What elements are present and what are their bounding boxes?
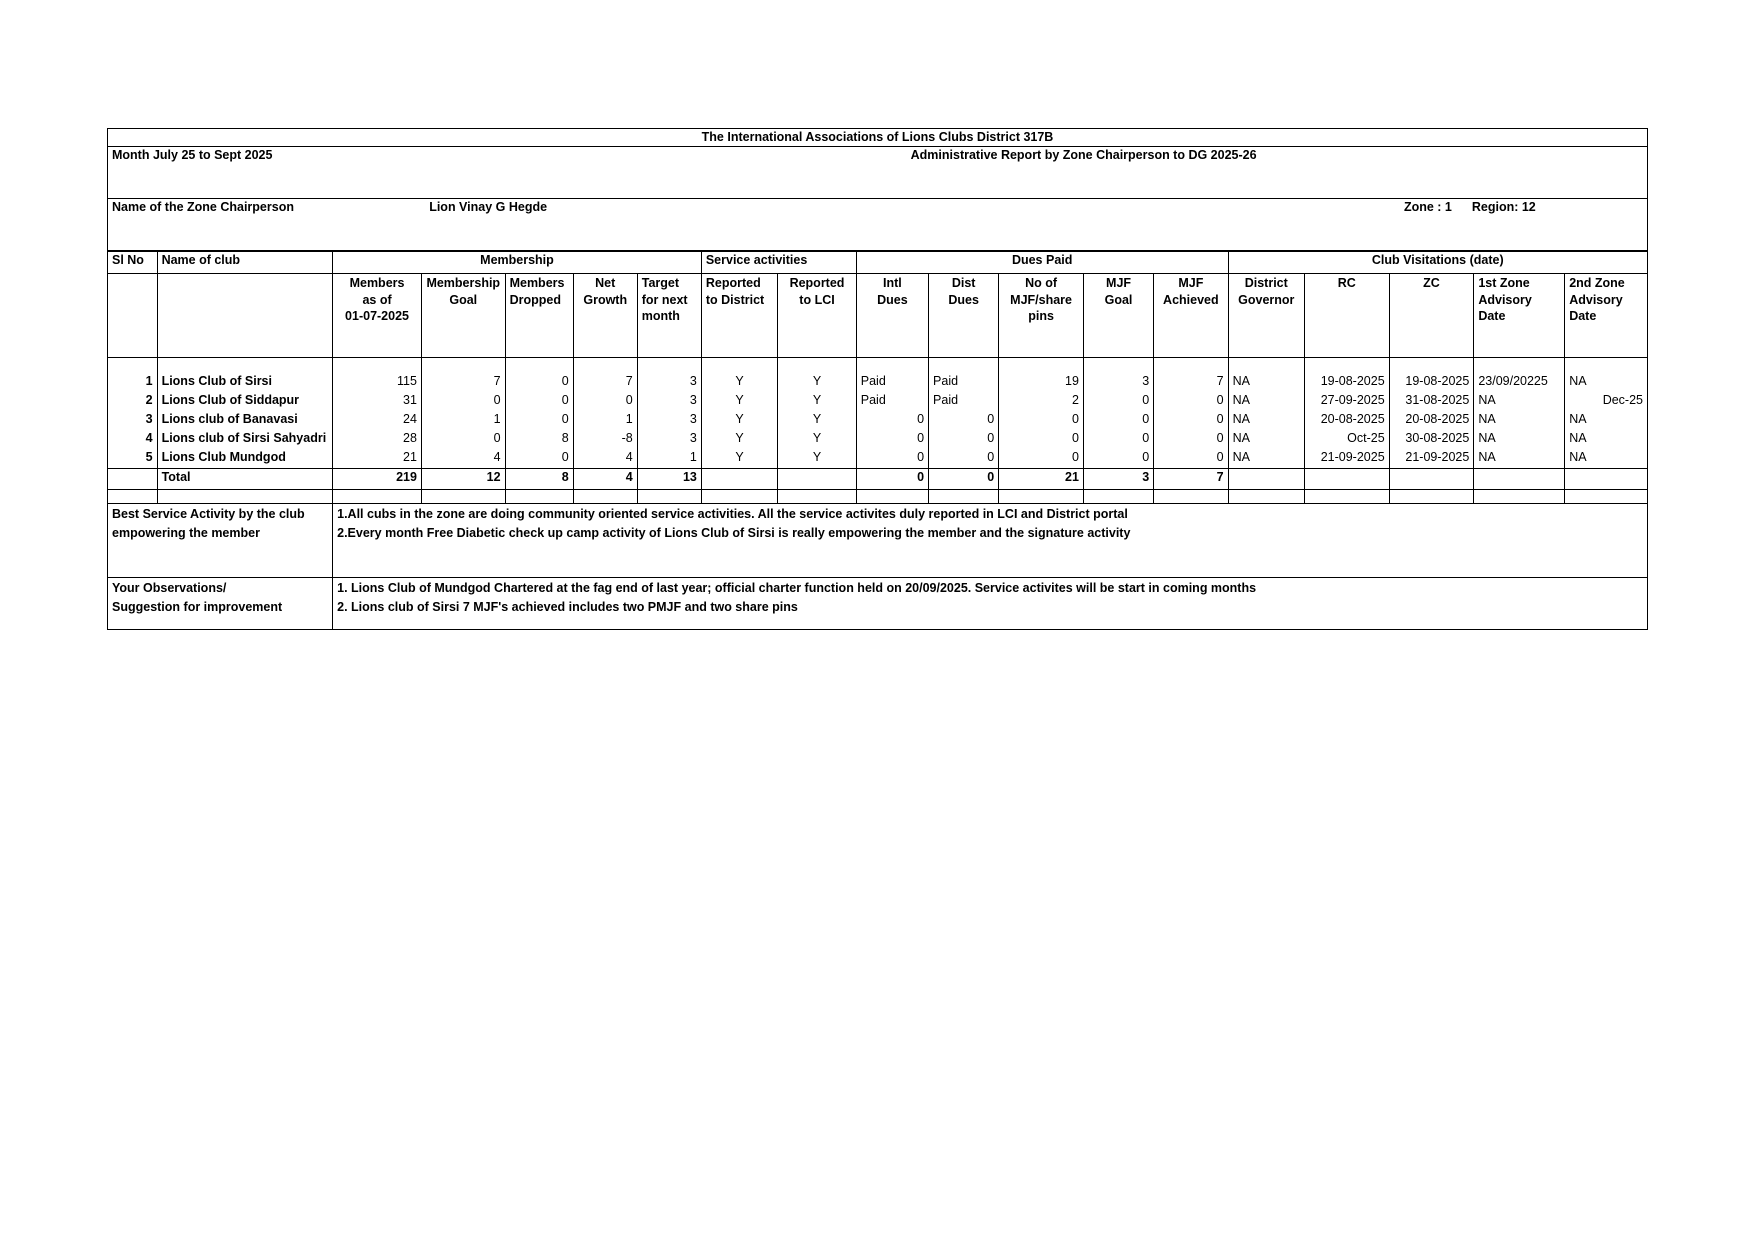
best-service-label-line1: Best Service Activity by the club: [112, 506, 305, 521]
cell-members-as-of: 115: [333, 373, 422, 392]
chairperson-label: Name of the Zone Chairperson: [108, 199, 426, 251]
header-target-next-month-line3: month: [641, 308, 680, 323]
header-mjf-share-pins: [999, 274, 1084, 358]
header-sl-no: Sl No: [108, 252, 158, 274]
cell-intl-dues: Paid: [856, 392, 928, 411]
cell-zone-advisory-2: Dec-25: [1565, 392, 1648, 411]
header-dist-dues: [929, 274, 999, 358]
header-rc: [1304, 274, 1389, 358]
observations-label-line2: Suggestion for improvement: [112, 600, 283, 615]
blank-cell: [421, 489, 505, 503]
header-group-club-visitations: Club Visitations (date): [1228, 252, 1647, 274]
spacer-cell: [929, 358, 999, 374]
total-sl-no-cell: [108, 468, 158, 489]
spacer-cell: [573, 358, 637, 374]
blank-cell: [1304, 489, 1389, 503]
total-label: Total: [157, 468, 333, 489]
table-row[interactable]: [108, 449, 1648, 468]
header-dist-dues-line2: Dues: [948, 292, 979, 307]
header-members-as-of-line3: 01-07-2025: [345, 308, 409, 323]
observations-row: [108, 577, 1648, 629]
header-net-growth: [573, 274, 637, 358]
best-service-line-2: 2.Every month Free Diabetic check up camp activity of Lions Club of Sirsi is really empowering the member and the signature activity: [337, 526, 1131, 541]
total-target-next-month: 13: [637, 468, 701, 489]
cell-sl-no: 5: [108, 449, 158, 468]
header-intl-dues-line1: Intl: [883, 276, 902, 291]
header-district-governor-line1: District: [1244, 276, 1288, 291]
header-reported-to-lci: [778, 274, 856, 358]
table-row[interactable]: [108, 411, 1648, 430]
cell-rc: 21-09-2025: [1304, 449, 1389, 468]
observations-label-line1: Your Observations/: [112, 580, 227, 595]
cell-mjf-achieved: 0: [1154, 430, 1228, 449]
header-zone-adv1-line3: Date: [1478, 308, 1506, 323]
header-intl-dues: [856, 274, 928, 358]
cell-members-as-of: 28: [333, 430, 422, 449]
best-service-line-1: 1.All cubs in the zone are doing community oriented service activities. All the service activites duly reported in LCI and District portal: [337, 506, 1128, 521]
cell-zone-advisory-1: NA: [1474, 430, 1565, 449]
total-intl-dues: 0: [856, 468, 928, 489]
header-group-dues-paid: Dues Paid: [856, 252, 1228, 274]
cell-district-governor: NA: [1228, 373, 1304, 392]
header-membership-goal-line1: Membership: [426, 276, 501, 291]
spacer-cell: [108, 358, 158, 374]
cell-rc: 20-08-2025: [1304, 411, 1389, 430]
total-mjf-goal: 3: [1083, 468, 1153, 489]
header-members-as-of: [333, 274, 422, 358]
header-mjf-goal-line1: MJF: [1106, 276, 1132, 291]
total-reported-to-district: [701, 468, 777, 489]
spacer-cell: [637, 358, 701, 374]
header-dist-dues-line1: Dist: [951, 276, 976, 291]
blank-cell: [1228, 489, 1304, 503]
observations-content: [333, 577, 1648, 629]
best-service-activity-row: [108, 503, 1648, 577]
header-net-growth-line2: Growth: [583, 292, 628, 307]
blank-cell: [1474, 489, 1565, 503]
cell-zc: 31-08-2025: [1389, 392, 1474, 411]
header-membership-goal-line2: Goal: [449, 292, 478, 307]
header-district-governor: [1228, 274, 1304, 358]
header-reported-lci-line2: to LCI: [799, 292, 835, 307]
spacer-cell: [1228, 358, 1304, 374]
org-title: The International Associations of Lions Clubs District 317B: [108, 129, 1648, 147]
cell-sl-no: 4: [108, 430, 158, 449]
header-target-next-month-line2: for next: [641, 292, 688, 307]
cell-zone-advisory-2: NA: [1565, 449, 1648, 468]
cell-mjf-achieved: 0: [1154, 411, 1228, 430]
header-reported-district-line2: to District: [705, 292, 765, 307]
header-zc-label: ZC: [1423, 276, 1440, 291]
cell-intl-dues: 0: [856, 449, 928, 468]
chairperson-name: Lion Vinay G Hegde: [425, 199, 781, 251]
header-group-membership: Membership: [333, 252, 702, 274]
cell-reported-to-district: Y: [701, 392, 777, 411]
total-district-governor-cell: [1228, 468, 1304, 489]
header-reported-lci-line1: Reported: [789, 276, 845, 291]
spacer-cell: [421, 358, 505, 374]
cell-intl-dues: 0: [856, 411, 928, 430]
header-mjf-pins-line3: pins: [1028, 308, 1054, 323]
best-service-activity-content: [333, 503, 1648, 577]
cell-dist-dues: 0: [929, 430, 999, 449]
cell-reported-to-district: Y: [701, 449, 777, 468]
blank-cell: [637, 489, 701, 503]
header-mjf-pins-line2: MJF/share: [1010, 292, 1072, 307]
spacer-cell: [1083, 358, 1153, 374]
header-group-service-activities: Service activities: [701, 252, 856, 274]
table-row[interactable]: [108, 392, 1648, 411]
cell-mjf-achieved: 7: [1154, 373, 1228, 392]
cell-mjf-achieved: 0: [1154, 449, 1228, 468]
month-label: Month July 25 to Sept 2025: [108, 147, 707, 199]
cell-mjf-goal: 0: [1083, 430, 1153, 449]
cell-target-next-month: 1: [637, 449, 701, 468]
cell-mjf-goal: 3: [1083, 373, 1153, 392]
blank-cell: [1565, 489, 1648, 503]
blank-cell: [333, 489, 422, 503]
total-zone-advisory-2-cell: [1565, 468, 1648, 489]
cell-membership-goal: 0: [421, 430, 505, 449]
header-club-blank: [157, 274, 333, 358]
total-members-dropped: 8: [505, 468, 573, 489]
cell-rc: 27-09-2025: [1304, 392, 1389, 411]
chairperson-row: [108, 199, 1648, 251]
cell-mjf-share-pins: 0: [999, 411, 1084, 430]
blank-cell: [999, 489, 1084, 503]
spacer-cell: [505, 358, 573, 374]
cell-net-growth: 7: [573, 373, 637, 392]
observations-line-2: 2. Lions club of Sirsi 7 MJF's achieved includes two PMJF and two share pins: [337, 600, 798, 615]
spacer-cell: [1304, 358, 1389, 374]
header-net-growth-line1: Net: [595, 276, 616, 291]
cell-zone-advisory-2: NA: [1565, 411, 1648, 430]
cell-dist-dues: Paid: [929, 392, 999, 411]
report-header-table: [107, 128, 1648, 251]
header-mjf-goal: [1083, 274, 1153, 358]
total-members-as-of: 219: [333, 468, 422, 489]
cell-dist-dues: 0: [929, 449, 999, 468]
cell-mjf-share-pins: 0: [999, 449, 1084, 468]
cell-net-growth: 4: [573, 449, 637, 468]
table-row[interactable]: [108, 430, 1648, 449]
org-title-row: [108, 129, 1648, 147]
cell-reported-to-lci: Y: [778, 411, 856, 430]
total-reported-to-lci: [778, 468, 856, 489]
cell-mjf-share-pins: 0: [999, 430, 1084, 449]
header-mjf-goal-line2: Goal: [1104, 292, 1133, 307]
spacer-cell: [157, 358, 333, 374]
spacer-cell: [333, 358, 422, 374]
header-zone-advisory-2: [1565, 274, 1648, 358]
cell-intl-dues: 0: [856, 430, 928, 449]
cell-district-governor: NA: [1228, 449, 1304, 468]
cell-zc: 21-09-2025: [1389, 449, 1474, 468]
cell-target-next-month: 3: [637, 392, 701, 411]
best-service-activity-label: [108, 503, 333, 577]
cell-members-as-of: 21: [333, 449, 422, 468]
header-membership-goal: [421, 274, 505, 358]
blank-cell: [1083, 489, 1153, 503]
header-reported-to-district: [701, 274, 777, 358]
blank-cell: [505, 489, 573, 503]
cell-club-name: Lions club of Banavasi: [157, 411, 333, 430]
cell-zone-advisory-1: NA: [1474, 449, 1565, 468]
cell-club-name: Lions Club Mundgod: [157, 449, 333, 468]
header-members-as-of-line2: as of: [362, 292, 392, 307]
cell-reported-to-district: Y: [701, 373, 777, 392]
cell-district-governor: NA: [1228, 392, 1304, 411]
cell-net-growth: 0: [573, 392, 637, 411]
cell-net-growth: 1: [573, 411, 637, 430]
cell-intl-dues: Paid: [856, 373, 928, 392]
total-mjf-achieved: 7: [1154, 468, 1228, 489]
header-district-governor-line2: Governor: [1238, 292, 1295, 307]
total-membership-goal: 12: [421, 468, 505, 489]
cell-reported-to-district: Y: [701, 411, 777, 430]
header-reported-district-line1: Reported: [705, 276, 761, 291]
cell-reported-to-lci: Y: [778, 392, 856, 411]
cell-zone-advisory-2: NA: [1565, 430, 1648, 449]
cell-zone-advisory-1: NA: [1474, 411, 1565, 430]
cell-membership-goal: 0: [421, 392, 505, 411]
header-mjf-achieved: [1154, 274, 1228, 358]
header-mjf-achieved-line1: MJF: [1178, 276, 1204, 291]
header-mjf-pins-line1: No of: [1025, 276, 1058, 291]
cell-club-name: Lions Club of Siddapur: [157, 392, 333, 411]
cell-rc: Oct-25: [1304, 430, 1389, 449]
cell-mjf-share-pins: 2: [999, 392, 1084, 411]
header-zone-adv1-line2: Advisory: [1478, 292, 1532, 307]
cell-membership-goal: 4: [421, 449, 505, 468]
post-total-blank-row: [108, 489, 1648, 503]
spacer-cell: [1474, 358, 1565, 374]
spacer-cell: [778, 358, 856, 374]
group-header-row: [108, 252, 1648, 274]
blank-cell: [929, 489, 999, 503]
cell-mjf-goal: 0: [1083, 449, 1153, 468]
cell-mjf-share-pins: 19: [999, 373, 1084, 392]
cell-dist-dues: Paid: [929, 373, 999, 392]
header-data-spacer-row: [108, 358, 1648, 374]
cell-club-name: Lions club of Sirsi Sahyadri: [157, 430, 333, 449]
spacer-cell: [856, 358, 928, 374]
zone-label: Zone : 1: [782, 199, 1468, 251]
header-members-dropped-line1: Members: [509, 276, 565, 291]
cell-zc: 30-08-2025: [1389, 430, 1474, 449]
cell-rc: 19-08-2025: [1304, 373, 1389, 392]
cell-reported-to-lci: Y: [778, 373, 856, 392]
cell-target-next-month: 3: [637, 373, 701, 392]
cell-mjf-goal: 0: [1083, 411, 1153, 430]
region-label: Region: 12: [1468, 199, 1648, 251]
cell-zc: 19-08-2025: [1389, 373, 1474, 392]
blank-cell: [701, 489, 777, 503]
total-zc-cell: [1389, 468, 1474, 489]
cell-dist-dues: 0: [929, 411, 999, 430]
header-members-as-of-line1: Members: [349, 276, 405, 291]
header-intl-dues-line2: Dues: [877, 292, 908, 307]
spacer-cell: [1389, 358, 1474, 374]
best-service-label-line2: empowering the member: [112, 526, 260, 541]
spacer-cell: [1154, 358, 1228, 374]
table-row[interactable]: [108, 373, 1648, 392]
spacer-cell: [1565, 358, 1648, 374]
total-dist-dues: 0: [929, 468, 999, 489]
cell-reported-to-lci: Y: [778, 449, 856, 468]
blank-cell: [108, 489, 158, 503]
header-zone-adv2-line3: Date: [1569, 308, 1597, 323]
header-zone-adv1-line1: 1st Zone: [1478, 276, 1530, 291]
cell-members-dropped: 0: [505, 373, 573, 392]
cell-zone-advisory-1: NA: [1474, 392, 1565, 411]
report-title: Administrative Report by Zone Chairperson to DG 2025-26: [706, 147, 1647, 199]
total-rc-cell: [1304, 468, 1389, 489]
cell-sl-no: 1: [108, 373, 158, 392]
cell-sl-no: 3: [108, 411, 158, 430]
header-zc: [1389, 274, 1474, 358]
total-zone-advisory-1-cell: [1474, 468, 1565, 489]
cell-members-dropped: 0: [505, 411, 573, 430]
header-target-next-month: [637, 274, 701, 358]
cell-members-as-of: 31: [333, 392, 422, 411]
blank-cell: [1389, 489, 1474, 503]
header-name-of-club: Name of club: [157, 252, 333, 274]
cell-reported-to-lci: Y: [778, 430, 856, 449]
spacer-cell: [701, 358, 777, 374]
cell-zc: 20-08-2025: [1389, 411, 1474, 430]
cell-sl-no: 2: [108, 392, 158, 411]
header-zone-adv2-line2: Advisory: [1569, 292, 1623, 307]
cell-club-name: Lions Club of Sirsi: [157, 373, 333, 392]
header-zone-adv2-line1: 2nd Zone: [1569, 276, 1625, 291]
cell-membership-goal: 7: [421, 373, 505, 392]
cell-district-governor: NA: [1228, 430, 1304, 449]
cell-membership-goal: 1: [421, 411, 505, 430]
observations-line-1: 1. Lions Club of Mundgod Chartered at the fag end of last year; official charter function held on 20/09/2025. Service activites will be start in coming months: [337, 580, 1257, 595]
column-header-row: [108, 274, 1648, 358]
observations-label: [108, 577, 333, 629]
cell-members-dropped: 8: [505, 430, 573, 449]
blank-cell: [573, 489, 637, 503]
cell-members-dropped: 0: [505, 449, 573, 468]
header-rc-label: RC: [1337, 276, 1356, 291]
month-report-row: [108, 147, 1648, 199]
total-row: [108, 468, 1648, 489]
spacer-cell: [999, 358, 1084, 374]
header-mjf-achieved-line2: Achieved: [1163, 292, 1219, 307]
cell-reported-to-district: Y: [701, 430, 777, 449]
total-mjf-share-pins: 21: [999, 468, 1084, 489]
blank-cell: [157, 489, 333, 503]
cell-mjf-goal: 0: [1083, 392, 1153, 411]
header-zone-advisory-1: [1474, 274, 1565, 358]
header-sl-no-blank: [108, 274, 158, 358]
blank-cell: [778, 489, 856, 503]
cell-mjf-achieved: 0: [1154, 392, 1228, 411]
cell-members-dropped: 0: [505, 392, 573, 411]
cell-net-growth: -8: [573, 430, 637, 449]
blank-cell: [1154, 489, 1228, 503]
total-net-growth: 4: [573, 468, 637, 489]
report-sheet: [107, 128, 1648, 630]
header-members-dropped-line2: Dropped: [509, 292, 561, 307]
blank-cell: [856, 489, 928, 503]
cell-target-next-month: 3: [637, 430, 701, 449]
cell-zone-advisory-1: 23/09/20225: [1474, 373, 1565, 392]
cell-target-next-month: 3: [637, 411, 701, 430]
header-members-dropped: [505, 274, 573, 358]
cell-zone-advisory-2: NA: [1565, 373, 1648, 392]
cell-members-as-of: 24: [333, 411, 422, 430]
club-report-table: [107, 251, 1648, 630]
header-target-next-month-line1: Target: [641, 276, 680, 291]
cell-district-governor: NA: [1228, 411, 1304, 430]
